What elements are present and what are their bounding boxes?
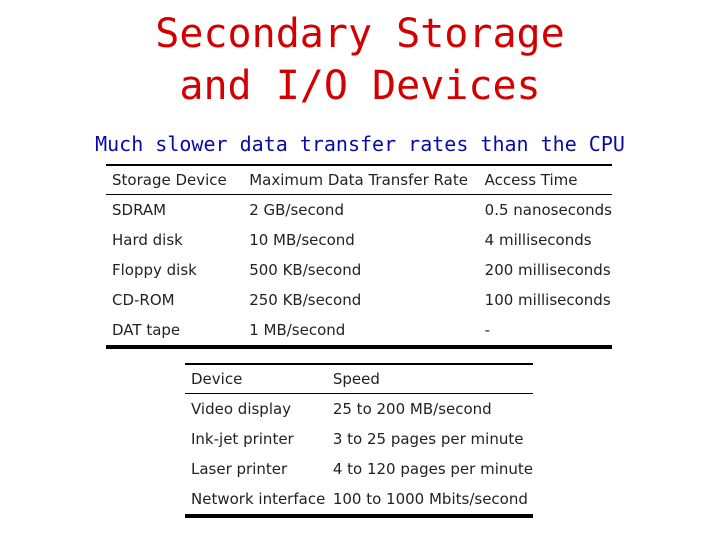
transfer-rate-cell: 500 KB/second	[249, 261, 362, 279]
access-time-cell: -	[479, 315, 612, 347]
table-row	[185, 454, 533, 484]
io-device-speed-table	[185, 363, 533, 518]
access-time-cell: 200 milliseconds	[484, 261, 611, 279]
transfer-rate-cell: 2 GB/second	[249, 201, 344, 219]
column-header: Speed	[327, 364, 533, 394]
device-cell: Video display	[191, 400, 292, 418]
table-row	[106, 195, 612, 226]
storage-device-cell: Hard disk	[112, 231, 183, 249]
storage-device-cell: CD-ROM	[112, 291, 175, 309]
storage-device-cell: SDRAM	[112, 201, 167, 219]
speed-cell: 3 to 25 pages per minute	[332, 430, 524, 448]
device-cell: Laser printer	[191, 460, 288, 478]
column-header: Device	[185, 364, 327, 394]
device-cell: Ink-jet printer	[191, 430, 294, 448]
slide-title-line-2: and I/O Devices	[179, 63, 541, 109]
table-row	[106, 225, 612, 255]
table-row	[106, 315, 612, 347]
speed-cell: 25 to 200 MB/second	[332, 400, 492, 418]
table-row	[185, 484, 533, 516]
storage-transfer-rate-table	[106, 164, 612, 349]
transfer-rate-cell: 10 MB/second	[249, 231, 355, 249]
storage-device-cell: Floppy disk	[112, 261, 197, 279]
table-row	[106, 285, 612, 315]
access-time-cell: 4 milliseconds	[484, 231, 592, 249]
speed-cell: 100 to 1000 Mbits/second	[327, 484, 533, 516]
column-header: Maximum Data Transfer Rate	[243, 165, 478, 195]
slide-subtitle: Much slower data transfer rates than the CPU	[95, 132, 625, 156]
table-header-row	[185, 364, 533, 394]
slide-title-line-1: Secondary Storage	[155, 11, 565, 57]
speed-cell: 4 to 120 pages per minute	[332, 460, 533, 478]
device-cell: Network interface	[185, 484, 327, 516]
transfer-rate-cell: 1 MB/second	[243, 315, 478, 347]
column-header: Storage Device	[106, 165, 243, 195]
table-row	[185, 424, 533, 454]
table-row	[185, 394, 533, 425]
access-time-cell: 0.5 nanoseconds	[484, 201, 612, 219]
table-header-row	[106, 165, 612, 195]
access-time-cell: 100 milliseconds	[484, 291, 611, 309]
storage-device-cell: DAT tape	[106, 315, 243, 347]
table-row	[106, 255, 612, 285]
transfer-rate-cell: 250 KB/second	[249, 291, 362, 309]
column-header: Access Time	[479, 165, 612, 195]
